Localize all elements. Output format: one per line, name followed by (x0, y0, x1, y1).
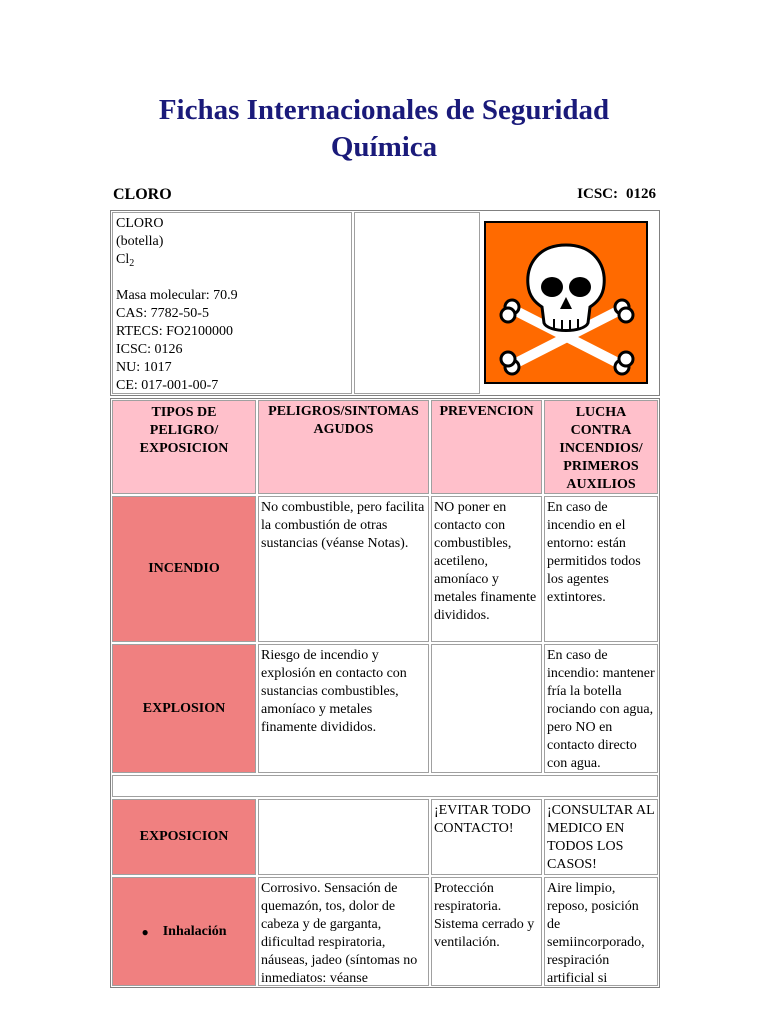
title-line-1: Fichas Internacionales de Seguridad (158, 94, 610, 126)
identity-spacer (116, 269, 348, 287)
icsc-label: ICSC: (577, 186, 618, 202)
row-label-inhalacion (112, 877, 256, 986)
inhalacion-lucha: Aire limpio, reposo, posición de semiincorporado, respiración artificial si (544, 877, 658, 986)
spacer-row (112, 775, 658, 797)
formula-subscript: 2 (129, 258, 135, 269)
identity-empty-cell (354, 212, 480, 394)
row-label-explosion: EXPLOSION (112, 644, 256, 773)
identity-cas: CAS: 7782-50-5 (116, 306, 209, 321)
identity-name: CLORO (116, 216, 164, 231)
incendio-peligros: No combustible, pero facilita la combustión de otras sustancias (véanse Notas). (258, 496, 429, 642)
explosion-prevencion (431, 644, 542, 773)
exposicion-prevencion: ¡EVITAR TODO CONTACTO! (431, 799, 542, 875)
header-lucha: LUCHA CONTRA INCENDIOS/ PRIMEROS AUXILIOS (544, 400, 658, 494)
identity-formula (116, 251, 348, 269)
skull-crossbones-icon (484, 221, 648, 384)
inhalacion-prevencion: Protección respiratoria. Sistema cerrado y ventilación. (431, 877, 542, 986)
header-tipos: TIPOS DE PELIGRO/ EXPOSICION (112, 400, 256, 494)
identity-masa: Masa molecular: 70.9 (116, 288, 238, 303)
inhalacion-label: Inhalación (162, 923, 227, 939)
identity-icsc: ICSC: 0126 (116, 342, 183, 357)
identity-form: (botella) (116, 234, 164, 249)
exposicion-peligros (258, 799, 429, 875)
exposicion-lucha: ¡CONSULTAR AL MEDICO EN TODOS LOS CASOS! (544, 799, 658, 875)
icsc-header (577, 186, 656, 203)
hazard-symbol-cell (482, 212, 658, 394)
incendio-lucha: En caso de incendio en el entorno: están permitidos todos los agentes extintores. (544, 496, 658, 642)
identity-cell (112, 212, 352, 394)
page-title (110, 92, 658, 166)
substance-name-header: CLORO (113, 186, 172, 203)
row-label-exposicion: EXPOSICION (112, 799, 256, 875)
icsc-number: 0126 (626, 186, 656, 202)
incendio-prevencion: NO poner en contacto con combustibles, acetileno, amoníaco y metales finamente divididos. (431, 496, 542, 642)
inhalacion-peligros: Corrosivo. Sensación de quemazón, tos, dolor de cabeza y de garganta, dificultad respiratoria, náuseas, jadeo (síntomas no inmediatos: véanse (258, 877, 429, 986)
header-peligros: PELIGROS/SINTOMAS AGUDOS (258, 400, 429, 494)
identity-nu: NU: 1017 (116, 360, 172, 375)
title-line-2: Química (330, 131, 438, 163)
identity-ce: CE: 017-001-00-7 (116, 378, 219, 393)
explosion-peligros: Riesgo de incendio y explosión en contacto con sustancias combustibles, amoníaco y metales finamente divididos. (258, 644, 429, 773)
bullet-icon: ● (141, 924, 149, 939)
identity-rtecs: RTECS: FO2100000 (116, 324, 234, 339)
explosion-lucha: En caso de incendio: mantener fría la botella rociando con agua, pero NO en contacto directo con agua. (544, 644, 658, 773)
row-label-incendio: INCENDIO (112, 496, 256, 642)
header-prevencion: PREVENCION (431, 400, 542, 494)
formula-base: Cl (116, 252, 130, 267)
